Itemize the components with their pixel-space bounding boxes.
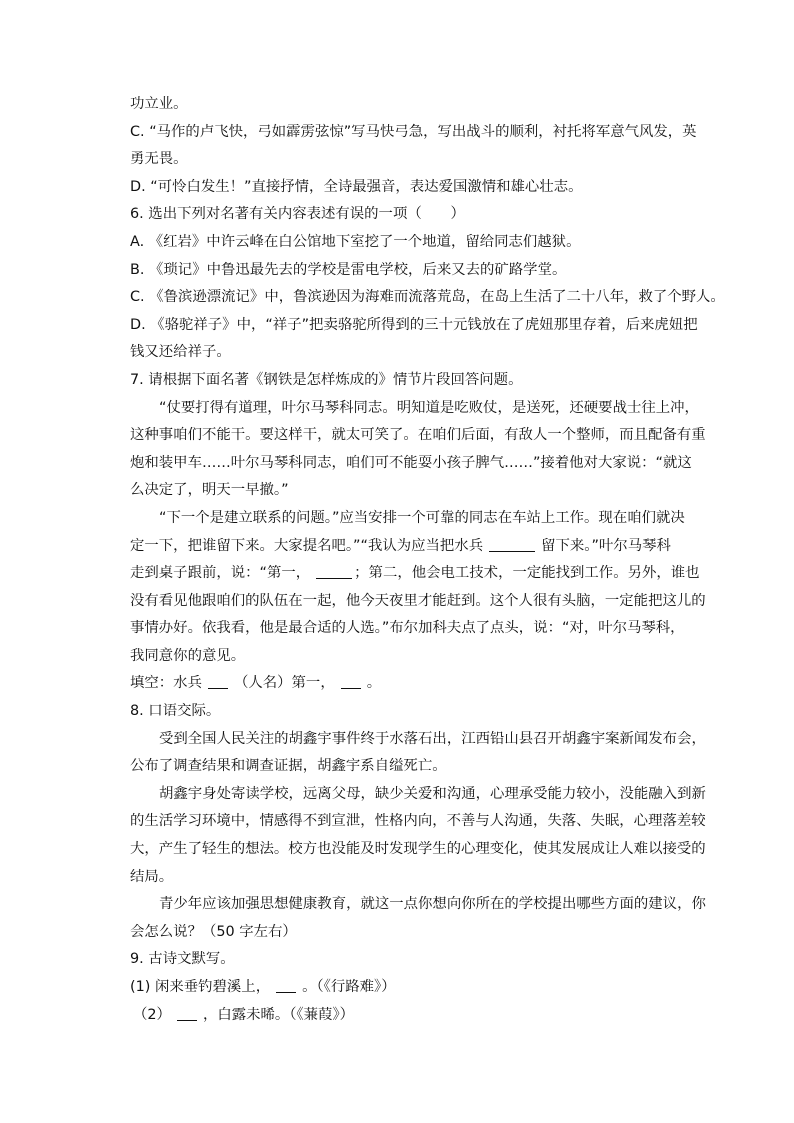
passage-text: ；第二，他会电工技术，一定能找到工作。另外，谁也: [354, 565, 700, 582]
passage-line: “下一个是建立联系的问题。”应当安排一个可靠的同志在车站上工作。现在咱们就决: [159, 509, 685, 526]
paragraph-line: 受到全国人民关注的胡鑫宇事件终于水落石出，江西铅山县召开胡鑫宇案新闻发布会，: [159, 730, 706, 747]
poem-line-2: [130, 1002, 696, 1030]
answer-blank[interactable]: [489, 537, 535, 552]
question-9-title: 9. 古诗文默写。: [130, 951, 235, 968]
passage-line: 么决定了，明天一早撤。”: [130, 482, 289, 499]
fill-in-text: 。: [366, 675, 382, 692]
text-line: 钱又还给祥子。: [130, 344, 231, 361]
text-line: 勇无畏。: [130, 151, 188, 168]
question-6-option-a: A. 《红岩》中许云峰在白公馆地下室挖了一个地道，留给同志们越狱。: [130, 233, 581, 250]
passage-line: 事情办好。依我看，他是最合适的人选。”布尔加科夫点了点头，说：“对，叶尔马琴科，: [130, 620, 685, 637]
exam-page: [130, 91, 725, 1029]
answer-blank[interactable]: [276, 978, 296, 993]
passage-line: 没有看见他跟咱们的队伍在一起，他今天夜里才能赶到。这个人很有头脑，一定能把这儿的: [130, 592, 706, 609]
passage-text: 定一下，把谁留下来。大家提名吧。”“我认为应当把水兵: [130, 537, 484, 554]
passage-line: [130, 560, 700, 588]
question-7-title: 7. 请根据下面名著《钢铁是怎样炼成的》情节片段回答问题。: [130, 371, 523, 388]
paragraph-line: 公布了调查结果和调查证据，胡鑫宇系自缢死亡。: [130, 758, 447, 775]
text-line: 功立业。: [130, 96, 188, 112]
passage-line: “仗要打得有道理，叶尔马琴科同志。明知道是吃败仗，是送死，还硬要战士往上冲，: [159, 399, 699, 416]
answer-blank[interactable]: [341, 674, 361, 689]
poem-text: （2）: [133, 1006, 171, 1023]
fill-in-text: （人名）第一，: [233, 675, 335, 692]
poem-line-1: [130, 974, 696, 1002]
passage-line: 炮和装甲车……叶尔马琴科同志，咱们可不能耍小孩子脾气……”接着他对大家说：“就这: [130, 454, 692, 471]
paragraph-line: 胡鑫宇身处寄读学校，远离父母，缺少关爱和沟通，心理承受能力较小，没能融入到新: [159, 785, 706, 802]
passage-text: 走到桌子跟前，说：“第一，: [130, 565, 311, 582]
fill-in-line: [130, 670, 696, 698]
paragraph-line: 的生活学习环境中，情感得不到宣泄，性格内向，不善与人沟通，失落、失眠，心理落差较: [130, 813, 706, 830]
passage-line: [130, 533, 696, 561]
passage-line: 这种事咱们不能干。要这样干，就太可笑了。在咱们后面，有敌人一个整师，而且配备有重: [130, 427, 706, 444]
paragraph-line: 会怎么说？（50 字左右）: [130, 923, 297, 940]
poem-text: 。（《行路难》）: [302, 979, 396, 995]
option-c-line: C. “马作的卢飞快，弓如霹雳弦惊”写马快弓急，写出战斗的顺利，衬托将军意气风发，英: [130, 123, 697, 140]
paragraph-line: 大，产生了轻生的想法。校方也没能及时发现学生的心理变化，使其发展成让人难以接受的: [130, 841, 706, 858]
question-8-title: 8. 口语交际。: [130, 703, 221, 720]
answer-blank[interactable]: [208, 674, 228, 689]
option-d-line: D. “可怜白发生！”直接抒情，全诗最强音，表达爱国激情和雄心壮志。: [130, 178, 583, 195]
poem-text: ，白露未晞。（《蒹葭》）: [202, 1006, 355, 1023]
fill-in-text: 填空：水兵: [130, 675, 202, 692]
passage-text: 留下来。”叶尔马琴科: [541, 537, 671, 554]
passage-line: 我同意你的意见。: [130, 647, 246, 664]
question-6-option-b: B. 《琐记》中鲁迅最先去的学校是雷电学校，后来又去的矿路学堂。: [130, 261, 567, 278]
question-6-option-c: C. 《鲁滨逊漂流记》中，鲁滨逊因为海难而流落荒岛，在岛上生活了二十八年，救了个野人。: [130, 289, 725, 306]
answer-blank[interactable]: [177, 1006, 197, 1021]
poem-text: (1) 闲来垂钓碧溪上，: [130, 979, 271, 995]
paragraph-line: 结局。: [130, 868, 174, 885]
answer-blank[interactable]: [316, 564, 352, 579]
question-6-title: 6. 选出下列对名著有关内容表述有误的一项（ ）: [130, 206, 465, 223]
paragraph-line: 青少年应该加强思想健康教育，就这一点你想向你所在的学校提出哪些方面的建议，你: [159, 896, 706, 913]
question-6-option-d: D. 《骆驼祥子》中，“祥子”把卖骆驼所得到的三十元钱放在了虎妞那里存着，后来虎妞把: [130, 316, 698, 333]
